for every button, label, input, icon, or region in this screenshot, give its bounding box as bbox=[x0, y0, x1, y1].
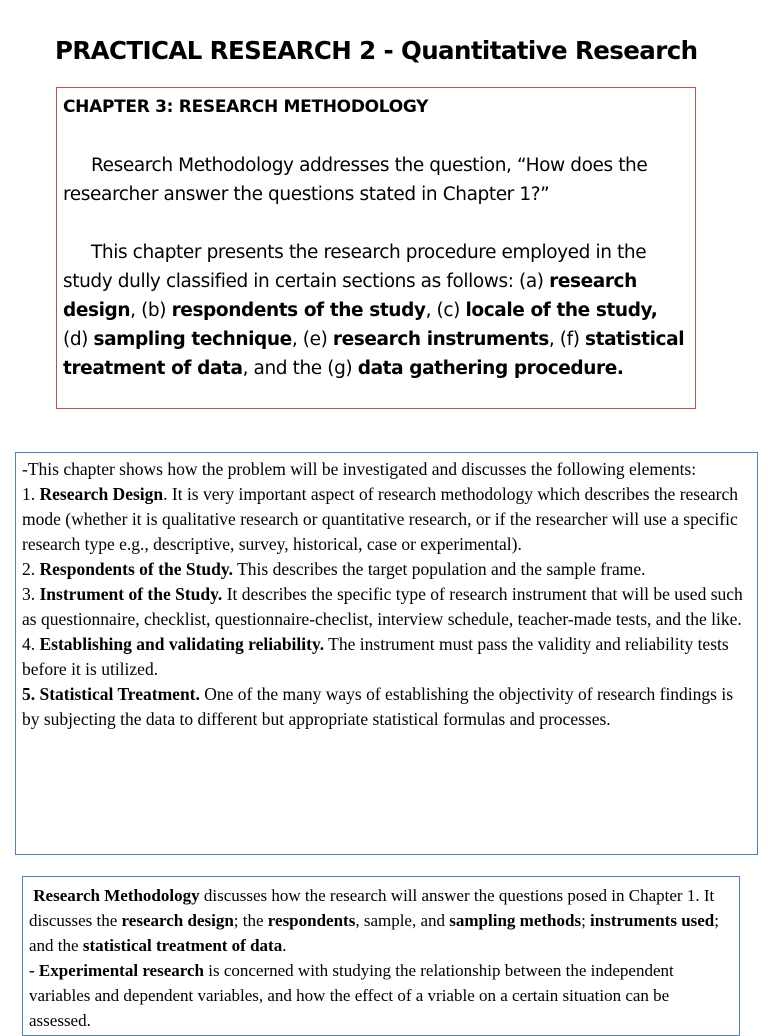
elements-box bbox=[15, 452, 758, 855]
element-term: Respondents of the Study. bbox=[39, 559, 234, 579]
chapter-paragraph-1: Research Methodology addresses the question, “How does the researcher answer the questions stated in Chapter 1?” bbox=[63, 155, 648, 205]
section-term: locale of the study, bbox=[465, 300, 658, 321]
experimental-research-paragraph: - Experimental research is concerned with studying the relationship between the independent variables and dependent variables, and how the effect of a vriable on a certain situation can be assessed. bbox=[29, 961, 674, 1030]
element-term: 5. Statistical Treatment. bbox=[22, 684, 200, 704]
elements-intro: -This chapter shows how the problem will be investigated and discusses the following elements: bbox=[22, 459, 697, 479]
list-item: 1. Research Design. It is very important aspect of research methodology which describes the research mode (whether it is qualitative research or quantitative research, or if the researcher will use a specific research type e.g., descriptive, survey, historical, case or experimental). bbox=[22, 484, 738, 554]
section-term: statistical treatment of data bbox=[63, 329, 685, 379]
element-term: Establishing and validating reliability. bbox=[39, 634, 325, 654]
list-item: 5. Statistical Treatment. One of the many ways of establishing the objectivity of research findings is by subjecting the data to different but appropriate statistical formulas and processes. bbox=[22, 684, 734, 729]
element-term: Research Design bbox=[39, 484, 164, 504]
list-item: 4. Establishing and validating reliability. The instrument must pass the validity and reliability tests before it is utilized. bbox=[22, 634, 729, 679]
methodology-summary-box bbox=[22, 876, 740, 1036]
section-term: respondents of the study bbox=[171, 300, 426, 321]
section-term: research design bbox=[63, 271, 637, 321]
element-term: Instrument of the Study. bbox=[39, 584, 223, 604]
chapter-summary-box bbox=[56, 87, 696, 409]
section-term: data gathering procedure. bbox=[357, 358, 624, 379]
section-term: research instruments bbox=[332, 329, 549, 350]
methodology-paragraph: Research Methodology discusses how the research will answer the questions posed in Chapter 1. It discusses the research design; the respondents, sample, and sampling methods; instruments used; and the statistical treatment of data. bbox=[29, 886, 719, 955]
chapter-paragraph-2: This chapter presents the research procedure employed in the study dully classified in certain sections as follows: (a) research design, (b) respondents of the study, (c) locale of the study, (d) sampling technique, (e) research instruments, (f) statistical treatment of data, and the (g) data gathering procedure. bbox=[63, 242, 685, 379]
list-item: 2. Respondents of the Study. This describes the target population and the sample frame. bbox=[22, 559, 646, 579]
list-item: 3. Instrument of the Study. It describes the specific type of research instrument that will be used such as questionnaire, checklist, questionnaire-checlist, interview schedule, teacher-made tests, and the like. bbox=[22, 584, 743, 629]
section-term: sampling technique bbox=[93, 329, 292, 350]
chapter-heading: CHAPTER 3: RESEARCH METHODOLOGY bbox=[63, 97, 429, 117]
page-title: PRACTICAL RESEARCH 2 - Quantitative Research bbox=[55, 36, 698, 65]
